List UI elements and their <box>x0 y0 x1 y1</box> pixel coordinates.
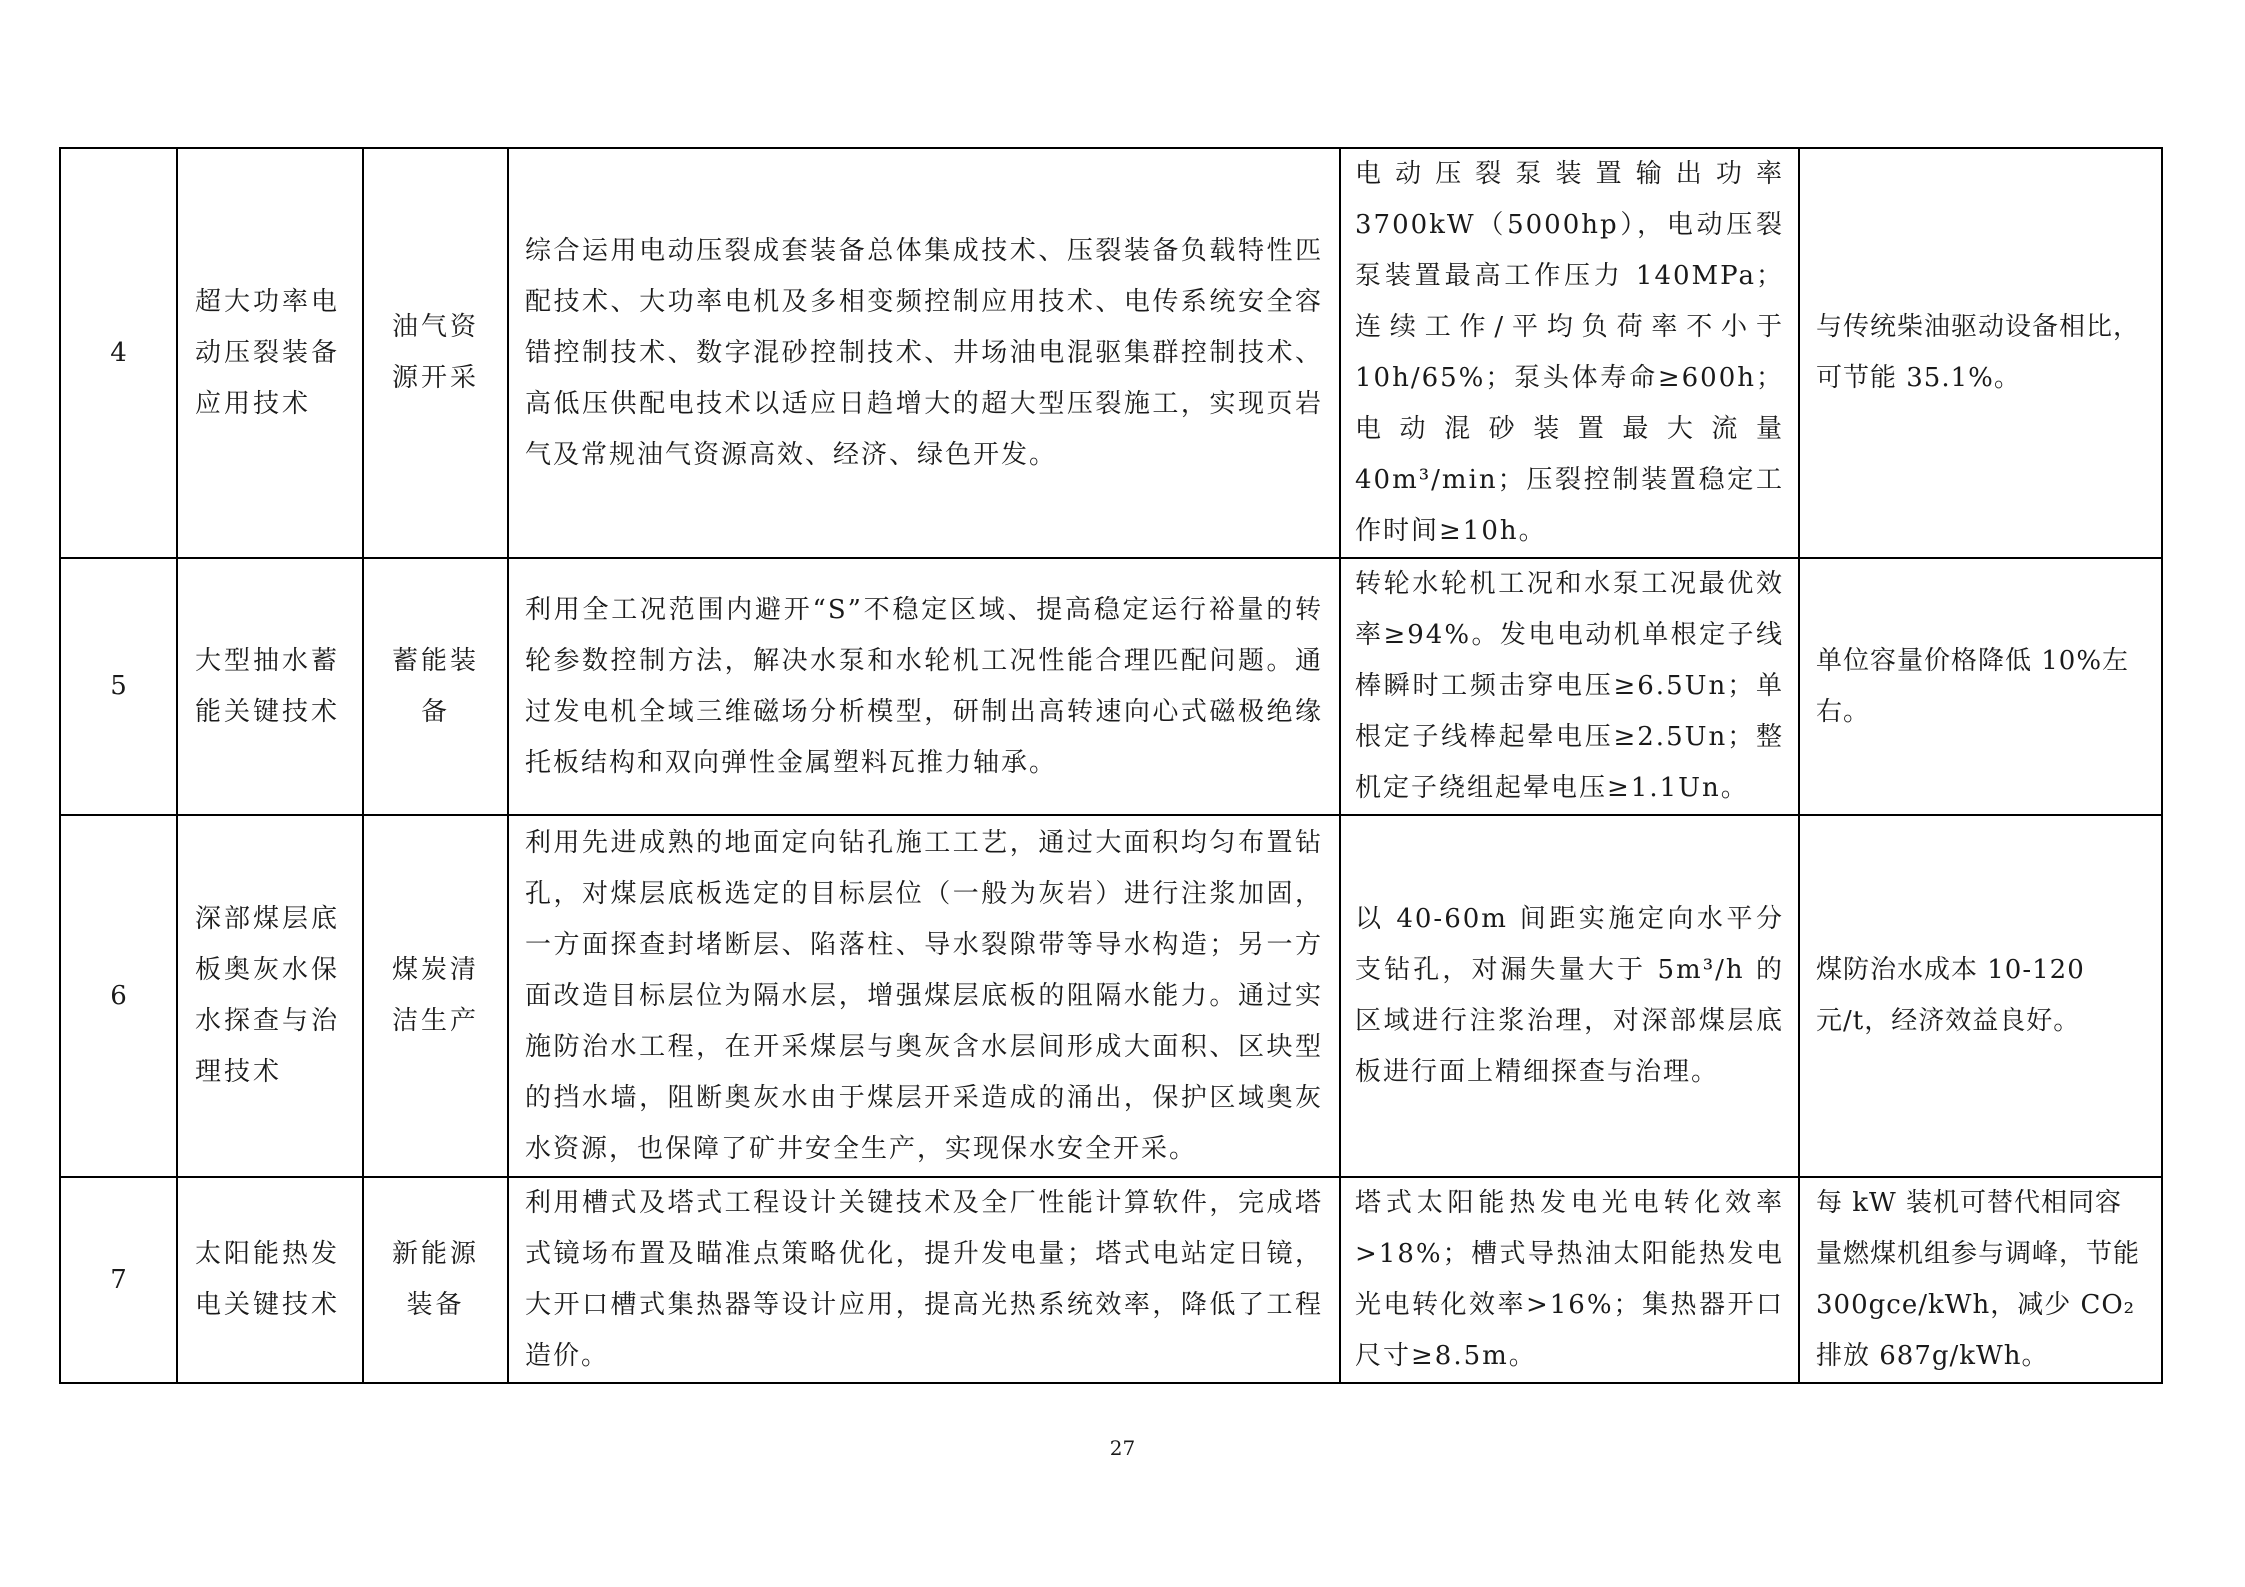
technology-category: 油气资源开采 <box>363 148 508 558</box>
technology-benefit: 与传统柴油驱动设备相比，可节能 35.1%。 <box>1799 148 2162 558</box>
technology-metrics: 塔式太阳能热发电光电转化效率>18%；槽式导热油太阳能热发电光电转化效率>16%；集热器开口尺寸≥8.5m。 <box>1340 1177 1799 1383</box>
technology-category: 煤炭清洁生产 <box>363 815 508 1177</box>
row-number: 6 <box>60 815 177 1177</box>
technology-metrics: 电动压裂泵装置输出功率 3700kW（5000hp），电动压裂泵装置最高工作压力 140MPa；连续工作/平均负荷率不小于 10h/65%；泵头体寿命≥600h；电动混砂装置最大流量 40m³/min；压裂控制装置稳定工作时间≥10h。 <box>1340 148 1799 558</box>
technology-category: 新能源装备 <box>363 1177 508 1383</box>
row-number: 7 <box>60 1177 177 1383</box>
technology-benefit: 单位容量价格降低 10%左右。 <box>1799 558 2162 815</box>
row-number: 4 <box>60 148 177 558</box>
page-number: 27 <box>1109 1436 1136 1460</box>
row-number: 5 <box>60 558 177 815</box>
table-row <box>60 558 2162 815</box>
technology-name: 大型抽水蓄能关键技术 <box>177 558 363 815</box>
table-row <box>60 148 2162 558</box>
technology-metrics: 转轮水轮机工况和水泵工况最优效率≥94%。发电电动机单根定子线棒瞬时工频击穿电压≥6.5Un；单根定子线棒起晕电压≥2.5Un；整机定子绕组起晕电压≥1.1Un。 <box>1340 558 1799 815</box>
technology-metrics: 以 40-60m 间距实施定向水平分支钻孔，对漏失量大于 5m³/h 的区域进行注浆治理，对深部煤层底板进行面上精细探查与治理。 <box>1340 815 1799 1177</box>
table-row <box>60 1177 2162 1383</box>
technology-benefit: 煤防治水成本 10-120 元/t，经济效益良好。 <box>1799 815 2162 1177</box>
technology-name: 深部煤层底板奥灰水保水探查与治理技术 <box>177 815 363 1177</box>
technology-category: 蓄能装备 <box>363 558 508 815</box>
technology-description: 综合运用电动压裂成套装备总体集成技术、压裂装备负载特性匹配技术、大功率电机及多相变频控制应用技术、电传系统安全容错控制技术、数字混砂控制技术、井场油电混驱集群控制技术、高低压供配电技术以适应日趋增大的超大型压裂施工，实现页岩气及常规油气资源高效、经济、绿色开发。 <box>508 148 1340 558</box>
technology-name: 太阳能热发电关键技术 <box>177 1177 363 1383</box>
table-row <box>60 815 2162 1177</box>
technology-name: 超大功率电动压裂装备应用技术 <box>177 148 363 558</box>
technology-description: 利用全工况范围内避开“S”不稳定区域、提高稳定运行裕量的转轮参数控制方法，解决水泵和水轮机工况性能合理匹配问题。通过发电机全域三维磁场分析模型，研制出高转速向心式磁极绝缘托板结构和双向弹性金属塑料瓦推力轴承。 <box>508 558 1340 815</box>
technology-benefit: 每 kW 装机可替代相同容量燃煤机组参与调峰，节能 300gce/kWh，减少 CO₂ 排放 687g/kWh。 <box>1799 1177 2162 1383</box>
technology-description: 利用先进成熟的地面定向钻孔施工工艺，通过大面积均匀布置钻孔，对煤层底板选定的目标层位（一般为灰岩）进行注浆加固，一方面探查封堵断层、陷落柱、导水裂隙带等导水构造；另一方面改造目标层位为隔水层，增强煤层底板的阻隔水能力。通过实施防治水工程，在开采煤层与奥灰含水层间形成大面积、区块型的挡水墙，阻断奥灰水由于煤层开采造成的涌出，保护区域奥灰水资源，也保障了矿井安全生产，实现保水安全开采。 <box>508 815 1340 1177</box>
technology-table <box>59 147 2163 1384</box>
technology-description: 利用槽式及塔式工程设计关键技术及全厂性能计算软件，完成塔式镜场布置及瞄准点策略优化，提升发电量；塔式电站定日镜，大开口槽式集热器等设计应用，提高光热系统效率，降低了工程造价。 <box>508 1177 1340 1383</box>
